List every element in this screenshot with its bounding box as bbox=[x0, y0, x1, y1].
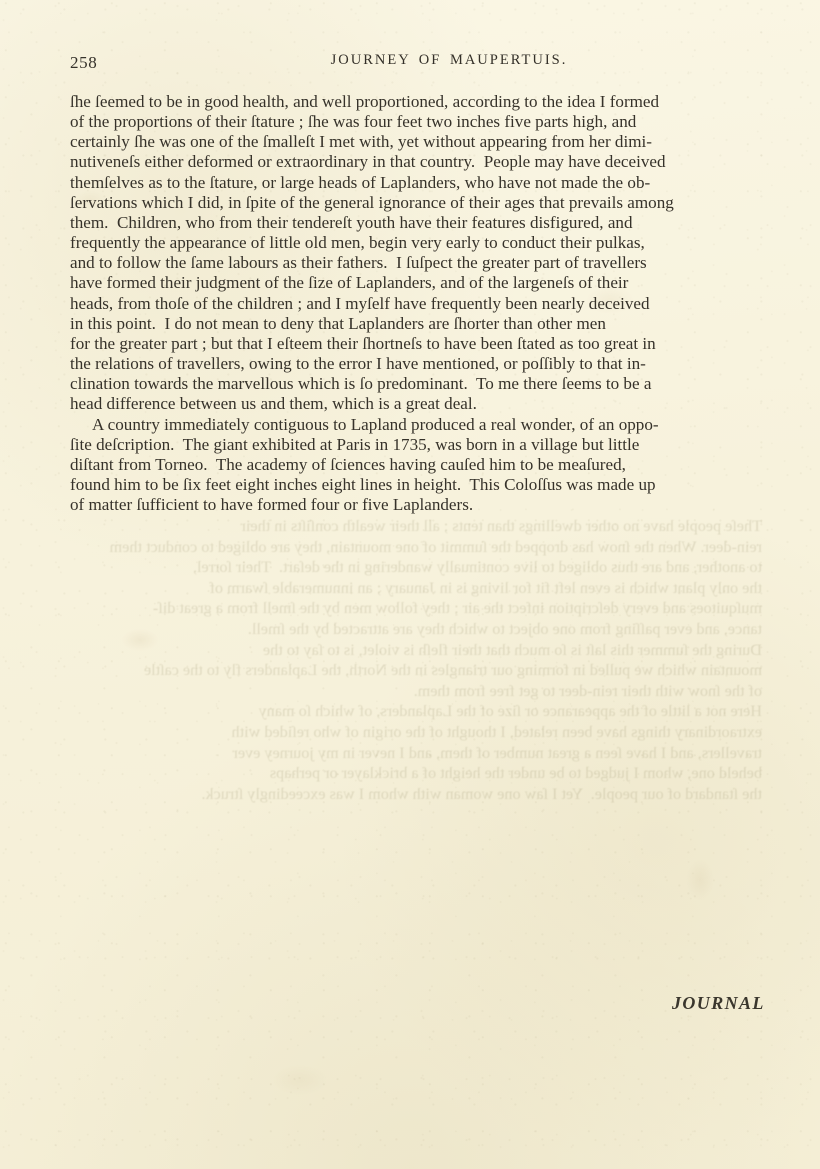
paragraph-2: A country immediately contiguous to Lapland produced a real wonder, of an oppo- ſite deſcription. The giant exhibited at Paris in 1735, was born in a village but little diſtant from Torneo. The academy of ſciences having cauſed him to be meaſured, found him to be ſix feet eight inches eight lines in height. This Coloſſus was made up of matter ſufficient to have formed four or five Laplanders. bbox=[70, 414, 659, 515]
verso-show-through-text: Theſe people have no other dwellings than tents ; all their wealth conſiſts in their rein-deer. When the ſnow has dropped the ſummit of one mountain, they are obliged to conduct them to another, and are thus obliged to live continually wandering in the deſart. Their ſorrel, the only plant which is even left fit for living is in January ; an innumerable ſwarm of muſquitoes and every deſcription infect the air ; they follow men by the ſmell from a great diſ- tance, and ever paſſing from one object to which they are attracted by the ſmell. During the ſummer this laſt is ſo much that their fleſh is violet, is to ſay to the mountain which we pulled in forming our triangles in the North, the Laplanders fly to the caſtle of the ſnow with their rein-deer to get free from them. Here not a little of the appearance or ſize of the Laplanders, of which ſo many extraordinary things have been related, I thought of the origin of who reſided with travellers, and I have ſeen a great number of them, and I never in my journey ever beheld one, whom I judged to be under the height of a bricklayer or perhaps the ſtandard of our people. Yet I ſaw one woman with whom I was exceedingly ſtruck. bbox=[109, 517, 762, 803]
running-title: JOURNEY OF MAUPERTUIS. bbox=[330, 52, 568, 68]
running-head bbox=[70, 52, 776, 76]
paragraph-1: ſhe ſeemed to be in good health, and well proportioned, according to the idea I formed of the proportions of their ſtature ; ſhe was four feet two inches five parts high, and certainly ſhe was one of the ſmalleſt I met with, yet without appearing from her dimi- nutiveneſs either deformed or extraordinary in that country. People may have deceived themſelves as to the ſtature, or large heads of Laplanders, who have not made the ob- ſervations which I did, in ſpite of the general ignorance of their ages that prevails among them. Children, who from their tendereſt youth have their features disfigured, and frequently the appearance of little old men, begin very early to conduct their pulkas, and to follow the ſame labours as their fathers. I ſuſpect the greater part of travellers have formed their judgment of the ſize of Laplanders, and of the largeneſs of their heads, from thoſe of the children ; and I myſelf have frequently been nearly deceived in this point. I do not mean to deny that Laplanders are ſhorter than other men for the greater part ; but that I eſteem their ſhortneſs to have been ſtated as too great in the relations of travellers, owing to the error I have mentioned, or poſſibly to that in- clination towards the marvellous which is ſo predominant. To me there ſeems to be a head difference between us and them, which is a great deal. bbox=[70, 92, 674, 414]
body-text-block bbox=[70, 92, 776, 515]
page-number: 258 bbox=[70, 53, 98, 72]
signature-catchword: JOURNAL bbox=[672, 993, 765, 1013]
